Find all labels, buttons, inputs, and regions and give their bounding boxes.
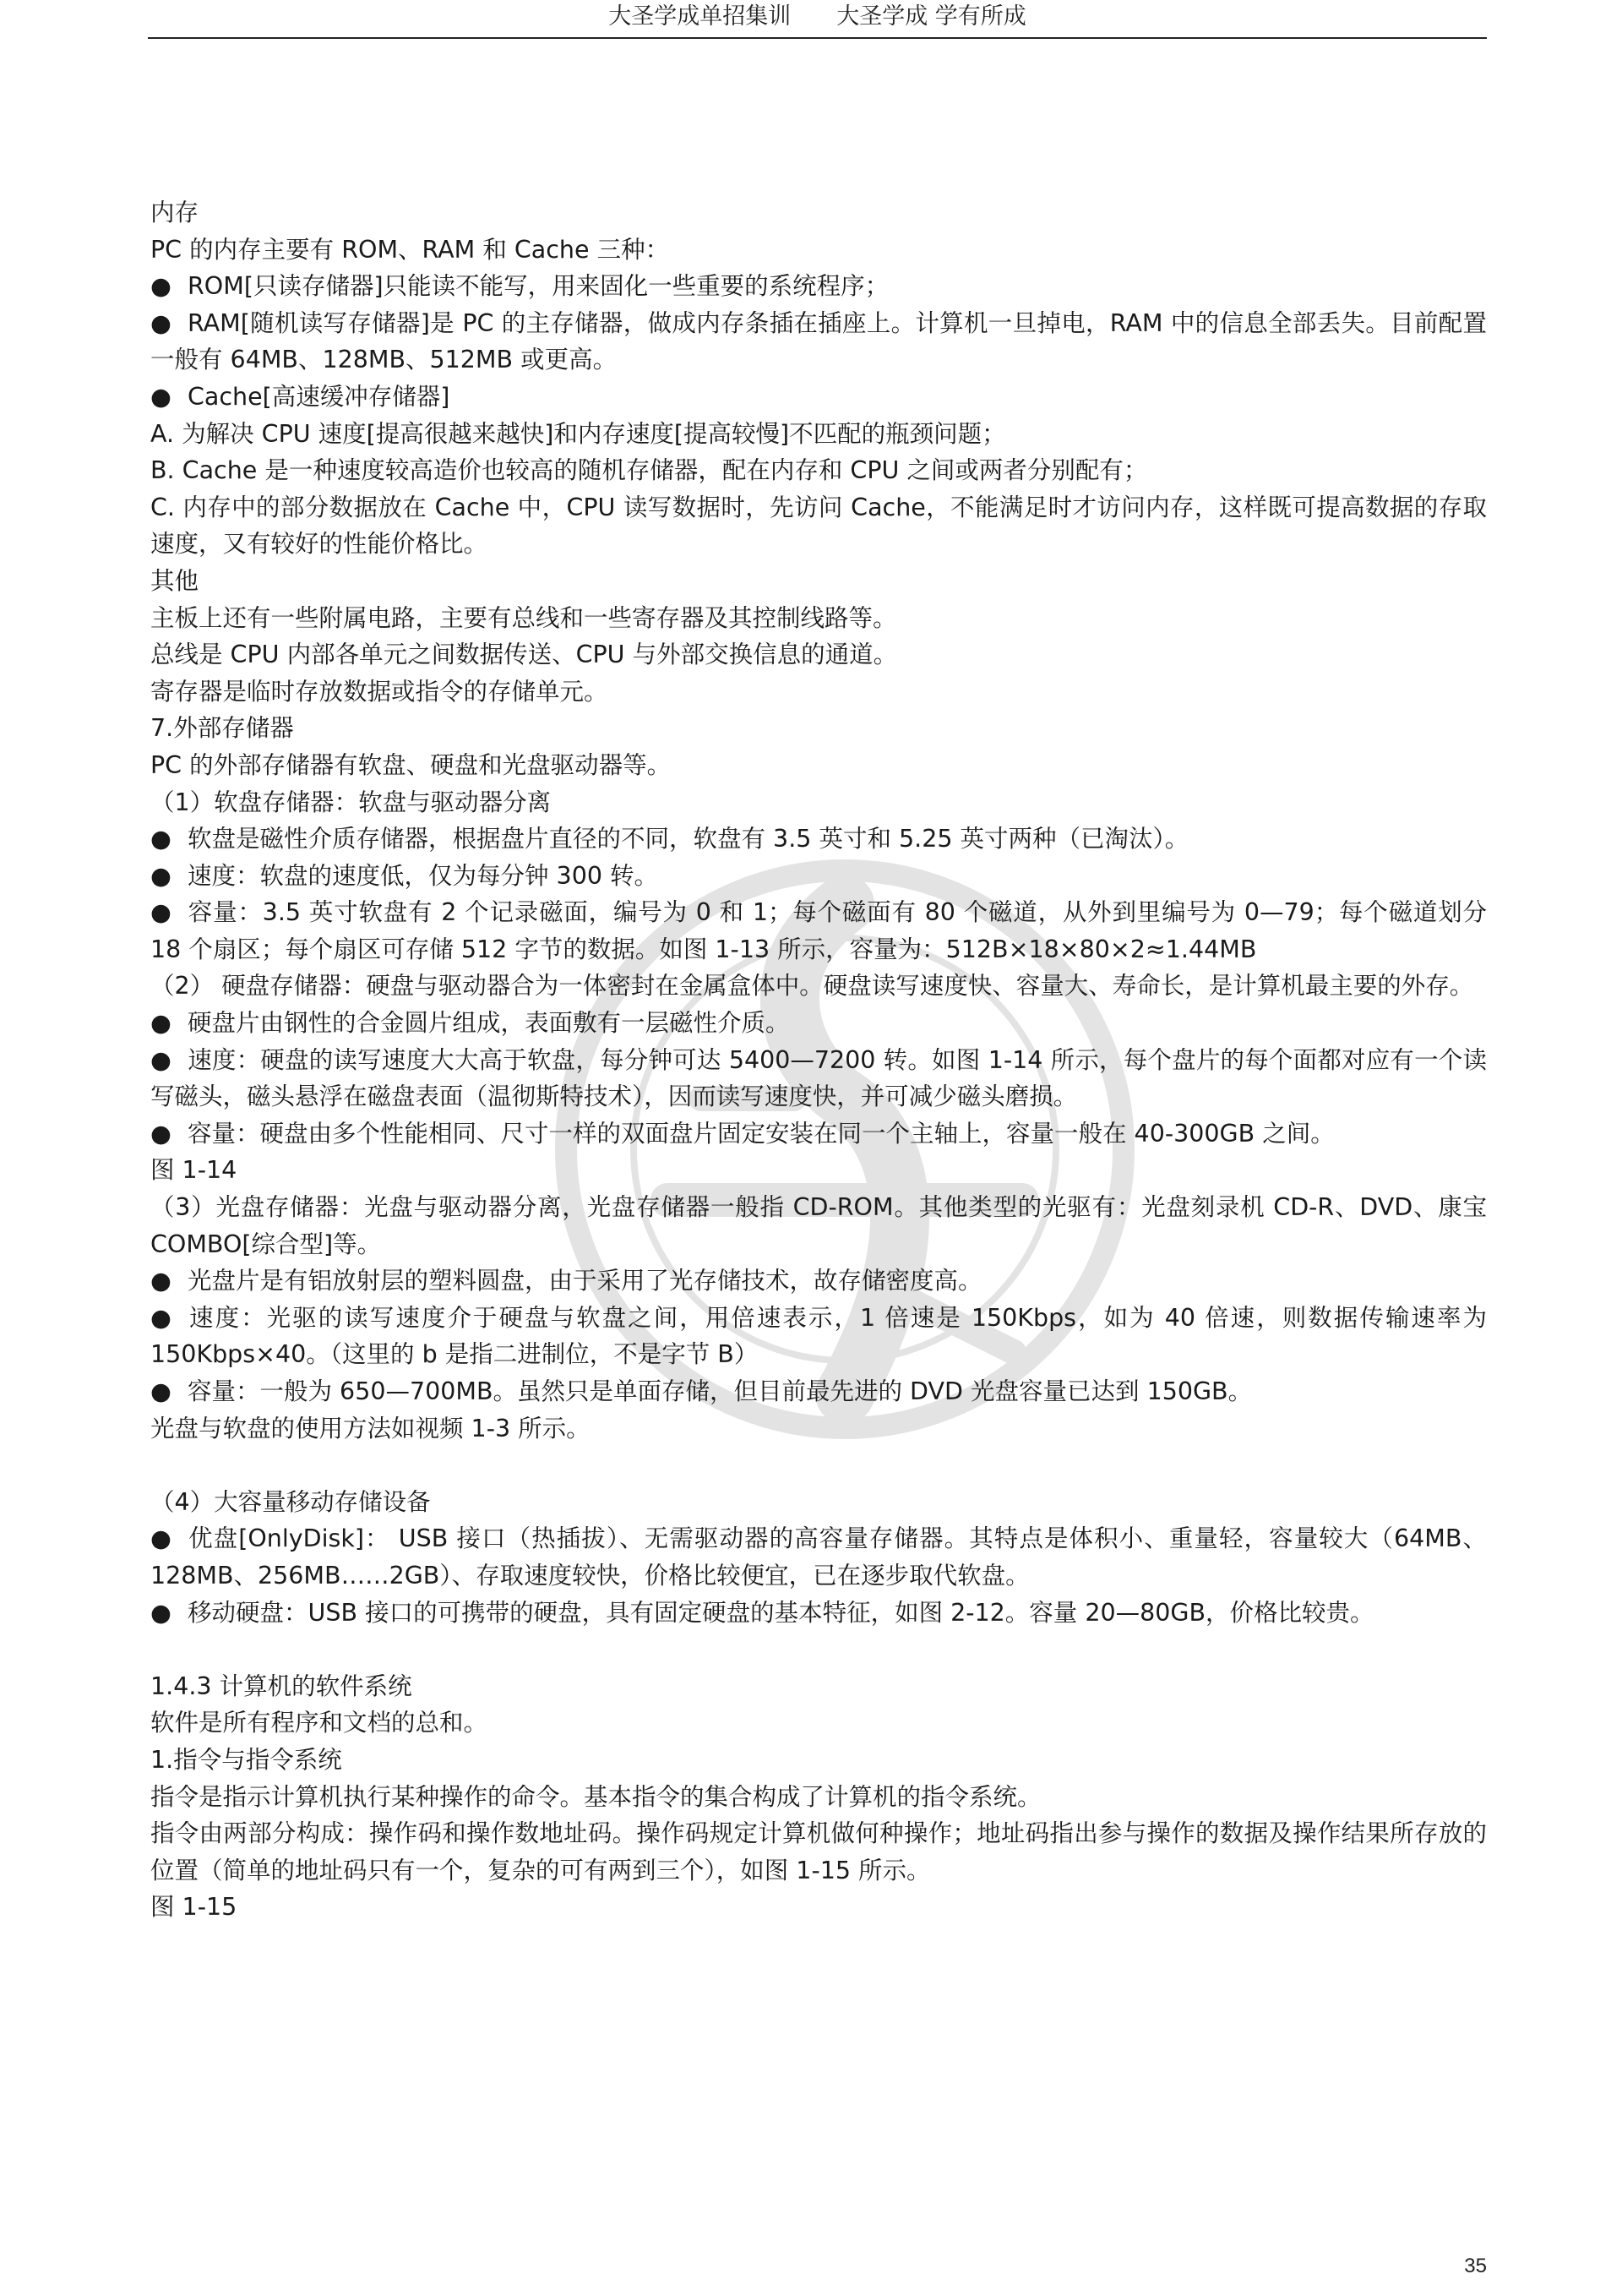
subheading: （1）软盘存储器：软盘与驱动器分离 (150, 788, 552, 816)
bullet-item: ● 容量：一般为 650—700MB。虽然只是单面存储，但目前最先进的 DVD 光盘容量已达到 150GB。 (150, 1373, 1487, 1410)
paragraph: PC 的外部存储器有软盘、硬盘和光盘驱动器等。 (150, 750, 672, 779)
bullet-item: ● 光盘片是有铝放射层的塑料圆盘，由于采用了光存储技术，故存储密度高。 (150, 1263, 1487, 1300)
bullet-icon: ● (150, 825, 171, 854)
bullet-item: ● 容量：3.5 英寸软盘有 2 个记录磁面，编号为 0 和 1；每个磁面有 80 个磁道，从外到里编号为 0—79；每个磁道划分 18 个扇区；每个扇区可存储 512 字节的数据。如图 1-13 所示，容量为：512B×18×80×2≈1.44MB (150, 894, 1487, 968)
paragraph: A. 为解决 CPU 速度[提高很越来越快]和内存速度[提高较慢]不匹配的瓶颈问题； (150, 419, 1006, 448)
bullet-item: ● 速度：光驱的读写速度介于硬盘与软盘之间，用倍速表示，1 倍速是 150Kbps，如为 40 倍速，则数据传输速率为 150Kbps×40。（这里的 b 是指二进制位，不是字节 B） (150, 1300, 1487, 1373)
paragraph: 光盘与软盘的使用方法如视频 1-3 所示。 (150, 1414, 591, 1442)
bullet-icon: ● (150, 1598, 171, 1627)
section-heading: 1.4.3 计算机的软件系统 (150, 1672, 412, 1700)
bullet-icon: ● (150, 861, 171, 890)
bullet-item: ● 容量：硬盘由多个性能相同、尺寸一样的双面盘片固定安装在同一个主轴上，容量一般在 40-300GB 之间。 (150, 1115, 1487, 1153)
bullet-item: ● Cache[高速缓冲存储器] (150, 379, 1487, 416)
page-number: 35 (1464, 2255, 1487, 2277)
bullet-icon: ● (150, 1119, 171, 1148)
heading-memory: 内存 (150, 199, 199, 226)
figure-caption: 图 1-15 (150, 1893, 237, 1922)
subheading: （2） 硬盘存储器：硬盘与驱动器合为一体密封在金属盒体中。硬盘读写速度快、容量大、寿命长，是计算机最主要的外存。 (150, 972, 1474, 1001)
heading-other: 其他 (150, 566, 199, 595)
bullet-icon: ● (150, 1045, 171, 1074)
subheading: （3）光盘存储器：光盘与驱动器分离，光盘存储器一般指 CD-ROM。其他类型的光驱有：光盘刻录机 CD-R、DVD、康宝 COMBO[综合型]等。 (150, 1193, 1487, 1258)
paragraph: 总线是 CPU 内部各单元之间数据传送、CPU 与外部交换信息的通道。 (150, 641, 898, 669)
blank-line (150, 1447, 1487, 1484)
subheading: 1.指令与指令系统 (150, 1745, 342, 1774)
paragraph: 主板上还有一些附属电路，主要有总线和一些寄存器及其控制线路等。 (150, 603, 897, 632)
page-header: 大圣学成单招集训 大圣学成 学有所成 (148, 0, 1487, 39)
bullet-icon: ● (150, 1377, 171, 1405)
paragraph: 指令是指示计算机执行某种操作的命令。基本指令的集合构成了计算机的指令系统。 (150, 1782, 1042, 1811)
paragraph: 寄存器是临时存放数据或指令的存储单元。 (150, 677, 608, 706)
bullet-icon: ● (150, 898, 171, 927)
blank-line (150, 1631, 1487, 1668)
paragraph: B. Cache 是一种速度较高造价也较高的随机存储器，配在内存和 CPU 之间或两者分别配有； (150, 456, 1148, 485)
bullet-icon: ● (150, 272, 171, 301)
bullet-icon: ● (150, 308, 171, 337)
bullet-item: ● 优盘[OnlyDisk]： USB 接口（热插拔）、无需驱动器的高容量存储器。其特点是体积小、重量轻，容量较大（64MB、128MB、256MB……2GB）、存取速度较快，价格比较便宜，已在逐步取代软盘。 (150, 1520, 1487, 1594)
paragraph: 软件是所有程序和文档的总和。 (150, 1709, 488, 1737)
document-body (150, 194, 1487, 1926)
bullet-icon: ● (150, 382, 171, 411)
heading-external-storage: 7.外部存储器 (150, 714, 294, 743)
bullet-item: ● 软盘是磁性介质存储器，根据盘片直径的不同，软盘有 3.5 英寸和 5.25 英寸两种（已淘汰）。 (150, 821, 1487, 858)
bullet-item: ● ROM[只读存储器]只能读不能写，用来固化一些重要的系统程序； (150, 268, 1487, 305)
bullet-item: ● 速度：软盘的速度低，仅为每分钟 300 转。 (150, 858, 1487, 895)
bullet-item: ● RAM[随机读写存储器]是 PC 的主存储器，做成内存条插在插座上。计算机一旦掉电，RAM 中的信息全部丢失。目前配置一般有 64MB、128MB、512MB 或更高。 (150, 305, 1487, 379)
bullet-icon: ● (150, 1303, 171, 1332)
paragraph: PC 的内存主要有 ROM、RAM 和 Cache 三种： (150, 235, 670, 264)
figure-caption: 图 1-14 (150, 1156, 237, 1185)
bullet-icon: ● (150, 1009, 171, 1038)
bullet-item: ● 速度：硬盘的读写速度大大高于软盘，每分钟可达 5400—7200 转。如图 1-14 所示，每个盘片的每个面都对应有一个读写磁头，磁头悬浮在磁盘表面（温彻斯特技术），因而读写速度快，并可减少磁头磨损。 (150, 1042, 1487, 1115)
subheading: （4）大容量移动存储设备 (150, 1487, 431, 1516)
bullet-item: ● 移动硬盘：USB 接口的可携带的硬盘，具有固定硬盘的基本特征，如图 2-12。容量 20—80GB，价格比较贵。 (150, 1595, 1487, 1632)
paragraph: C. 内存中的部分数据放在 Cache 中，CPU 读写数据时，先访问 Cache，不能满足时才访问内存，这样既可提高数据的存取速度，又有较好的性能价格比。 (150, 493, 1487, 559)
bullet-item: ● 硬盘片由钢性的合金圆片组成，表面敷有一层磁性介质。 (150, 1005, 1487, 1042)
bullet-icon: ● (150, 1267, 171, 1295)
bullet-icon: ● (150, 1524, 171, 1553)
paragraph: 指令由两部分构成：操作码和操作数地址码。操作码规定计算机做何种操作；地址码指出参与操作的数据及操作结果所存放的位置（简单的地址码只有一个，复杂的可有两到三个），如图 1-15 所示。 (150, 1819, 1487, 1884)
